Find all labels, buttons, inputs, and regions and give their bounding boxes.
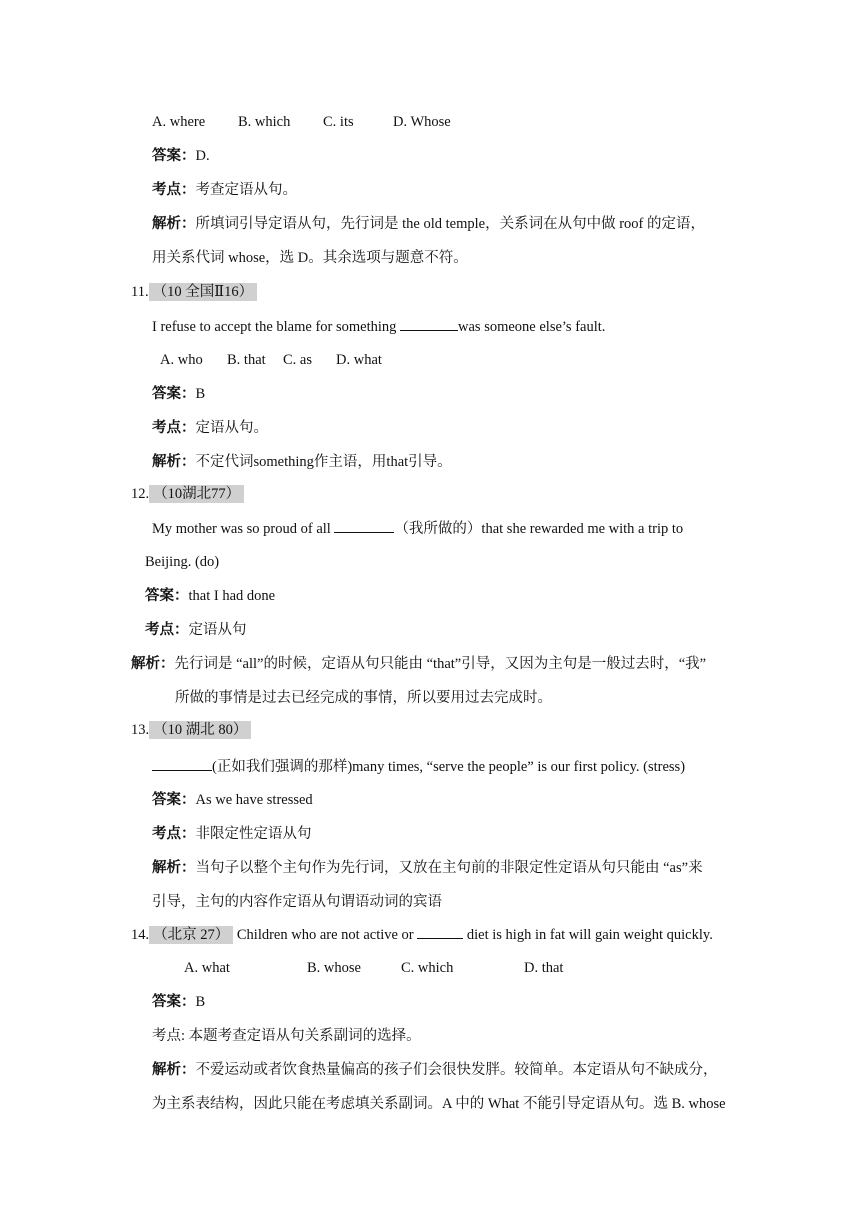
stem-text: I refuse to accept the blame for something [152, 319, 401, 335]
source-tag: （10 湖北 80） [149, 721, 251, 739]
analysis-text: 先行词是 “all”的时候，定语从句只能由 “that”引导，又因为主句是一般过去时，“我” [174, 656, 707, 672]
analysis-text: 不爱运动或者饮食热量偏高的孩子们会很快发胖。较简单。本定语从句不缺成分， [195, 1062, 718, 1078]
q11-stem [152, 316, 605, 337]
q14-analysis-line2: 为主系表结构，因此只能在考虑填关系副词。A 中的 What 不能引导定语从句。选 B. whose [152, 1096, 726, 1112]
q10-options [152, 112, 451, 132]
analysis-text: 所填词引导定语从句，先行词是 the old temple，关系词在从句中做 roof 的定语， [195, 216, 705, 232]
analysis-label: 解析： [152, 216, 196, 232]
q14-option-b: B. whose [307, 960, 361, 976]
analysis-label: 解析： [152, 454, 196, 470]
q10-answer [152, 146, 210, 166]
analysis-label: 解析： [131, 656, 175, 672]
source-tag: （10湖北77） [149, 485, 244, 503]
q12-analysis-line1 [131, 654, 706, 674]
answer-label: 答案： [152, 386, 196, 402]
q10-option-d: D. Whose [393, 114, 451, 130]
q11-analysis [152, 452, 452, 472]
answer-value: that I had done [188, 588, 276, 604]
q12-answer [145, 586, 275, 606]
answer-blank [334, 518, 394, 533]
point-value: 定语从句 [188, 622, 247, 638]
source-tag: （北京 27） [149, 926, 233, 944]
q14-option-a: A. what [184, 960, 230, 976]
q14-stem [131, 924, 713, 945]
q13-analysis-line2: 引导，主句的内容作定语从句谓语动词的宾语 [152, 894, 442, 910]
stem-text: diet is high in fat will gain weight quickly. [463, 927, 713, 943]
answer-label: 答案： [145, 588, 189, 604]
answer-value: B [195, 386, 206, 402]
q10-option-a: A. where [152, 114, 206, 130]
point-label: 考点： [145, 622, 189, 638]
q11-option-a: A. who [160, 352, 203, 368]
stem-text: （我所做的）that she rewarded me with a trip to [394, 521, 684, 537]
stem-text: My mother was so proud of all [152, 521, 335, 537]
q14-analysis-line1 [152, 1060, 718, 1080]
q12-stem [152, 518, 683, 539]
q12-header [131, 484, 244, 504]
q14-point [152, 1026, 421, 1046]
point-label: 考点： [152, 420, 196, 436]
q14-answer [152, 992, 205, 1012]
point-label: 考点： [152, 826, 196, 842]
q10-option-b: B. which [238, 114, 291, 130]
q13-answer [152, 790, 313, 810]
stem-text: Children who are not active or [236, 927, 418, 943]
q10-analysis-line1 [152, 214, 705, 234]
q12-analysis-line2: 所做的事情是过去已经完成的事情，所以要用过去完成时。 [175, 690, 552, 706]
q11-option-d: D. what [336, 352, 382, 368]
q13-point [152, 824, 312, 844]
q14-option-d: D. that [524, 960, 564, 976]
point-label: 考点： [152, 182, 196, 198]
question-number: 13. [131, 722, 150, 738]
q12-stem-line2: Beijing. (do) [145, 554, 220, 570]
q10-analysis-line2: 用关系代词 whose，选 D。其余选项与题意不符。 [152, 250, 468, 266]
q11-option-c: C. as [283, 352, 312, 368]
question-number: 14. [131, 927, 150, 943]
question-number: 11. [131, 284, 149, 300]
point-value: 非限定性定语从句 [195, 826, 312, 842]
answer-blank [400, 316, 458, 331]
q13-stem [152, 756, 685, 777]
point-value: 考查定语从句。 [195, 182, 297, 198]
answer-label: 答案： [152, 994, 196, 1010]
answer-label: 答案： [152, 148, 196, 164]
q11-header [131, 282, 257, 302]
source-tag: （10 全国Ⅱ16） [149, 283, 257, 301]
question-number: 12. [131, 486, 150, 502]
q11-options [160, 350, 382, 370]
q13-header [131, 720, 251, 740]
analysis-label: 解析： [152, 860, 196, 876]
answer-blank [152, 756, 212, 771]
answer-value: D. [195, 148, 210, 164]
point-label: 考点: [152, 1028, 186, 1044]
q12-point [145, 620, 247, 640]
q10-option-c: C. its [323, 114, 354, 130]
answer-label: 答案： [152, 792, 196, 808]
q11-option-b: B. that [227, 352, 266, 368]
analysis-text: 不定代词something作主语，用that引导。 [195, 454, 452, 470]
q11-point [152, 418, 268, 438]
answer-value: As we have stressed [195, 792, 313, 808]
point-value: 定语从句。 [195, 420, 268, 436]
q11-answer [152, 384, 205, 404]
answer-blank [417, 924, 463, 939]
q14-option-c: C. which [401, 960, 454, 976]
q10-point [152, 180, 297, 200]
q14-options [184, 958, 563, 978]
answer-value: B [195, 994, 206, 1010]
stem-text: (正如我们强调的那样)many times, “serve the people” is our first policy. (stress) [212, 759, 686, 775]
analysis-text: 当句子以整个主句作为先行词，又放在主句前的非限定性定语从句只能由 “as”来 [195, 860, 703, 876]
stem-text: was someone else’s fault. [458, 319, 606, 335]
point-value: 本题考查定语从句关系副词的选择。 [185, 1028, 421, 1044]
analysis-label: 解析： [152, 1062, 196, 1078]
q13-analysis-line1 [152, 858, 703, 878]
